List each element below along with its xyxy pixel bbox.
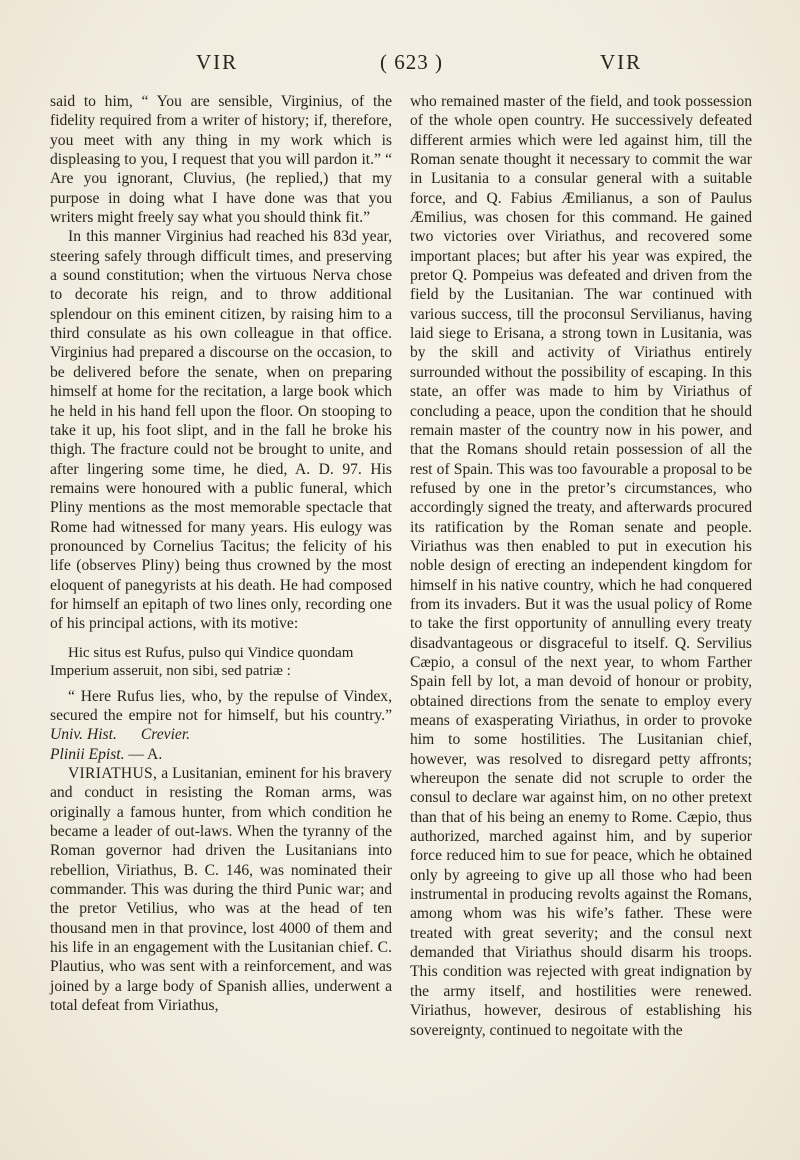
translation-text: “ Here Rufus lies, who, by the repulse of Vindex, secured the empire not for himself, but his country.” (50, 687, 392, 724)
citation: Univ. Hist. (50, 726, 117, 744)
citation: Plinii Epist. (50, 745, 125, 763)
entry-text: a Lusitanian, eminent for his bravery and conduct in resisting the Roman arms, was originally a famous hunter, from which condition he became a leader of out-laws. When the tyranny of the Roman governor had driven the Lusitanians into rebellion, Viriathus, B. C. 146, was nominated their commander. This was during the third Punic war; and the pretor Vetilius, who was at the head of ten thousand men in that province, lost 4000 of them and his life in an engagement with the Lusitanian chief. C. Plautius, who was sent with a reinforcement, and was joined by a large body of Spanish allies, underwent a total defeat from Viriathus, (50, 765, 392, 1015)
header-left-word: VIR (196, 50, 239, 74)
latin-epitaph (50, 644, 392, 681)
citation: Crevier. (140, 726, 191, 744)
left-column (50, 92, 392, 1015)
right-column (410, 92, 752, 1040)
epitaph-line: Imperium asseruit, non sibi, sed patriæ : (50, 663, 291, 680)
header-right-word: VIR (600, 50, 643, 74)
citation-author: — A. (128, 745, 163, 763)
running-header (48, 50, 752, 82)
entry-paragraph (50, 764, 392, 1015)
entry-headword: VIRIATHUS, (68, 765, 158, 782)
paragraph: who remained master of the field, and took possession of the whole open country. He successively defeated different armies which were led against him, till the Roman senate thought it necessary to commit the war in Lusitania to a consular general with a suitable force, and Q. Fabius Æmilianus, a son of Paulus Æmilius, was chosen for this command. He gained two victories over Viriathus, and recovered some important places; but after his year was expired, the pretor Q. Pompeius was defeated and driven from the field by the Lusitanian. The war continued with various success, till the proconsul Servilianus, having laid siege to Erisana, a strong town in Lusitania, was by the skill and activity of Viriathus entirely surrounded without the possibility of escaping. In this state, an offer was made to him by Viriathus of concluding a peace, upon the condition that he should remain master of the country now in his power, and that the Romans should retain possession of all the rest of Spain. This was too favourable a proposal to be refused by one in the pretor’s circumstances, who accordingly signed the treaty, and afterwards procured its ratification by the Roman senate and people. Viriathus was then enabled to put in execution his noble design of erecting an independent kingdom for himself in his native country, which he had conquered from its invaders. But it was the usual policy of Rome to take the first opportunity of annulling every treaty disadvantageous or disgraceful to itself. Q. Servilius Cæpio, a consul of the next year, to whom Farther Spain fell by lot, a man devoid of honour or probity, obtained directions from the senate to employ every means of exasperating Viriathus, in order to provoke him to some hostilities. The Lusitanian chief, however, was resolved to disregard petty affronts; whereupon the senate did not scruple to order the consul to declare war against him, on no other pretext than that of his being an enemy to Rome. Cæpio, thus authorized, marched against him, and by superior force reduced him to sue for peace, which he obtained only by agreeing to give up all those who had been instrumental in producing revolts against the Romans, among whom was his wife’s father. These were treated with great severity; and the consul next demanded that Viriathus should disarm his troops. This condition was rejected with great indignation by the army itself, and hostilities were renewed. Viriathus, however, desirous of establishing his sovereignty, continued to negoitate with the (410, 93, 752, 1039)
page-number: ( 623 ) (380, 50, 443, 74)
paragraph: said to him, “ You are sensible, Virginius, of the fidelity required from a writer of history; if, therefore, you meet with any thing in my work which is displeasing to you, I request that you will pardon it.” “ Are you ignorant, Cluvius, (he replied,) that my purpose in doing what I have done was that you writers might freely say what you should think fit.” (50, 93, 392, 227)
epitaph-line: Hic situs est Rufus, pulso qui Vindice quondam (68, 644, 354, 661)
translation-paragraph (50, 687, 392, 764)
paragraph: In this manner Virginius had reached his 83d year, steering safely through difficult times, and preserving a sound constitution; when the virtuous Nerva chose to decorate his reign, and to throw additional splendour on this eminent citizen, by raising him to a third consulate as his own colleague in that office. Virginius had prepared a discourse on the occasion, to be delivered before the senate, when on preparing himself at home for the recitation, a large book which he held in his hand fell upon the floor. On stooping to take it up, his foot slipt, and in the fall he broke his thigh. The fracture could not be brought to unite, and after lingering some time, he died, A. D. 97. His remains were honoured with a public funeral, which Pliny mentions as the most memorable spectacle that Rome had witnessed for many years. His eulogy was pronounced by Cornelius Tacitus; the felicity of his life (observes Pliny) being thus crowned by the most eloquent of panegyrists at his death. He had composed for himself an epitaph of two lines only, recording one of his principal actions, with its motive: (50, 228, 392, 633)
